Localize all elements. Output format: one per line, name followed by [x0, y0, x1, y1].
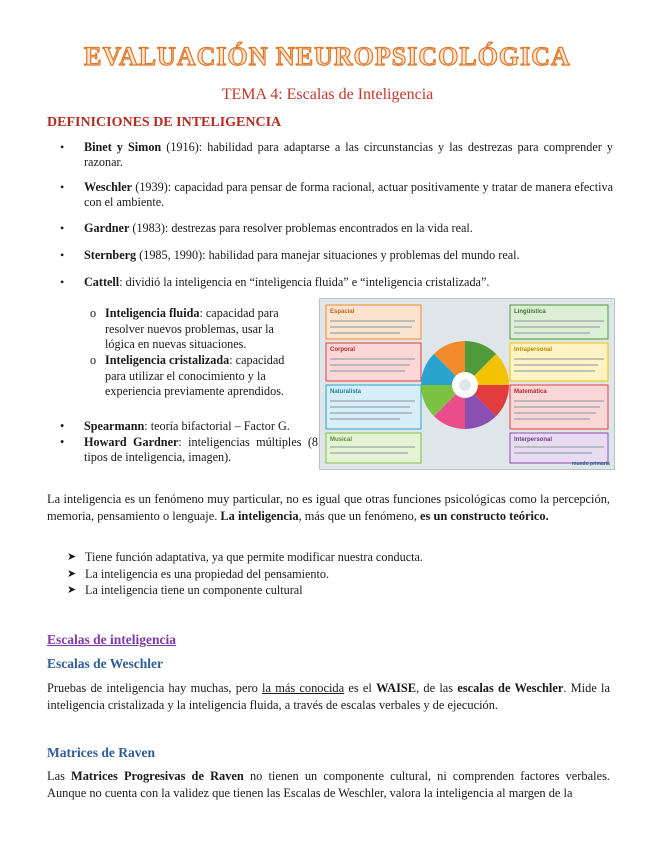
paragraph-text: La inteligencia es un fenómeno muy particular, no es igual que otras funciones psicológicas como la percepción, memoria, pensamiento o lenguaje. — [47, 492, 610, 523]
subheading-weschler: Escalas de Weschler — [47, 656, 163, 671]
definition-author: Sternberg — [84, 248, 137, 262]
definition-item — [58, 248, 613, 263]
definition-text: : teoría bifactorial – Factor G. — [144, 419, 290, 433]
sub-item — [90, 353, 305, 400]
definition-author: Binet y Simon — [84, 140, 162, 154]
definition-item — [58, 221, 613, 236]
arrow-item — [67, 582, 587, 599]
arrow-item-text: La inteligencia tiene un componente cultural — [85, 583, 303, 597]
section-heading-scales: Escalas de inteligencia — [47, 632, 176, 647]
definition-item — [58, 140, 613, 169]
arrow-item-text: La inteligencia es una propiedad del pensamiento. — [85, 566, 329, 581]
definition-author: Weschler — [84, 180, 133, 194]
label-espacial: Espacial — [330, 309, 355, 315]
label-linguistica: Lingüística — [514, 309, 546, 315]
paragraph-text: , de las — [416, 681, 458, 695]
label-naturalista: Naturalista — [330, 389, 362, 395]
label-interpersonal: Interpersonal — [514, 437, 553, 443]
circle-bullet-icon: o — [90, 353, 97, 367]
circle-bullet-icon: o — [90, 306, 97, 320]
definition-author: Spearmann — [84, 419, 145, 433]
definition-item — [58, 180, 613, 209]
definition-text: : dividió la inteligencia en “inteligencia fluida” e “inteligencia cristalizada”. — [119, 275, 490, 289]
sub-item-term: Inteligencia fluida — [105, 306, 200, 320]
label-matematica: Matemática — [514, 389, 547, 395]
sub-item-term: Inteligencia cristalizada — [105, 353, 230, 367]
definition-item — [58, 419, 318, 435]
bullet-icon: • — [60, 221, 65, 235]
bullet-icon: • — [60, 419, 65, 433]
arrow-item — [67, 549, 587, 566]
paragraph-bold: es un constructo teórico. — [420, 509, 549, 523]
raven-paragraph — [47, 768, 610, 802]
definition-text: (1939): capacidad para pensar de forma racional, actuar positivamente y tratar de manera efectiva con el ambiente. — [84, 180, 613, 209]
label-intrapersonal: Intrapersonal — [514, 347, 553, 353]
definition-author: Gardner — [84, 221, 130, 235]
definition-text: (1985, 1990): habilidad para manejar situaciones y problemas del mundo real. — [136, 248, 520, 262]
arrow-bullet-icon: ➤ — [67, 584, 77, 596]
extra-definitions — [58, 419, 318, 465]
bullet-icon: • — [60, 248, 65, 262]
arrow-bullet-icon: ➤ — [67, 551, 77, 563]
definition-item — [58, 275, 613, 290]
paragraph-bold: Matrices Progresivas de Raven — [71, 769, 244, 783]
paragraph-text: Pruebas de inteligencia hay muchas, pero — [47, 681, 263, 695]
sub-item-text: : capacidad para resolver nuevos problemas, usar la lógica en nuevas situaciones. — [105, 306, 279, 351]
multiple-intelligences-infographic — [319, 298, 615, 470]
paragraph-bold: escalas de Weschler — [457, 681, 564, 695]
bullet-icon: • — [60, 140, 65, 154]
definition-author: Cattell — [84, 275, 120, 289]
paragraph-text: . Mide la inteligencia cristalizada y la inteligencia fluida, a través de escalas verbales y de ejecución. — [47, 681, 610, 712]
weschler-paragraph — [47, 680, 610, 714]
definition-text: (1916): habilidad para adaptarse a las circunstancias y las destrezas para comprender y razonar. — [84, 140, 613, 169]
paragraph-bold: WAISE — [376, 681, 417, 695]
bullet-icon: • — [60, 275, 65, 289]
sub-item-text: : capacidad para utilizar el conocimiento y la experiencia previamente aprendidos. — [105, 353, 285, 398]
definition-text: : inteligencias múltiples (8 tipos de inteligencia, imagen). — [84, 435, 318, 464]
definition-item — [58, 435, 318, 465]
paragraph-text: , más que un fenómeno, — [298, 509, 421, 523]
paragraph-bold: La inteligencia — [220, 509, 299, 523]
section-heading-definitions: DEFINICIONES DE INTELIGENCIA — [47, 115, 282, 130]
paragraph-text: Las — [47, 769, 72, 783]
subheading-raven: Matrices de Raven — [47, 745, 155, 760]
arrow-list — [67, 549, 587, 599]
infographic-image — [320, 299, 614, 469]
definition-author: Howard Gardner — [84, 435, 179, 449]
paragraph-text: no tienen un componente cultural, ni comprenden factores verbales. Aunque no cuenta con la validez que tienen las Escalas de Weschler, valora la inteligencia al margen de la — [47, 769, 610, 800]
intelligence-paragraph — [47, 491, 610, 525]
sub-item — [90, 306, 305, 353]
paragraph-underlined: la más conocida — [262, 681, 345, 695]
bullet-icon: • — [60, 180, 65, 194]
arrow-item — [67, 566, 587, 583]
bullet-icon: • — [60, 435, 65, 449]
topic-subtitle: TEMA 4: Escalas de Inteligencia — [221, 86, 434, 103]
definition-text: (1983): destrezas para resolver problemas encontrados en la vida real. — [129, 221, 473, 235]
label-musical: Musical — [330, 437, 353, 443]
arrow-bullet-icon: ➤ — [67, 567, 77, 580]
label-corporal: Corporal — [330, 347, 356, 353]
paragraph-text: es el — [344, 681, 377, 695]
arrow-item-text: Tiene función adaptativa, ya que permite modificar nuestra conducta. — [85, 550, 423, 564]
brand-logo: mundo primaria — [572, 461, 610, 467]
document-title: EVALUACIÓN NEUROPSICOLÓGICA — [84, 42, 571, 71]
